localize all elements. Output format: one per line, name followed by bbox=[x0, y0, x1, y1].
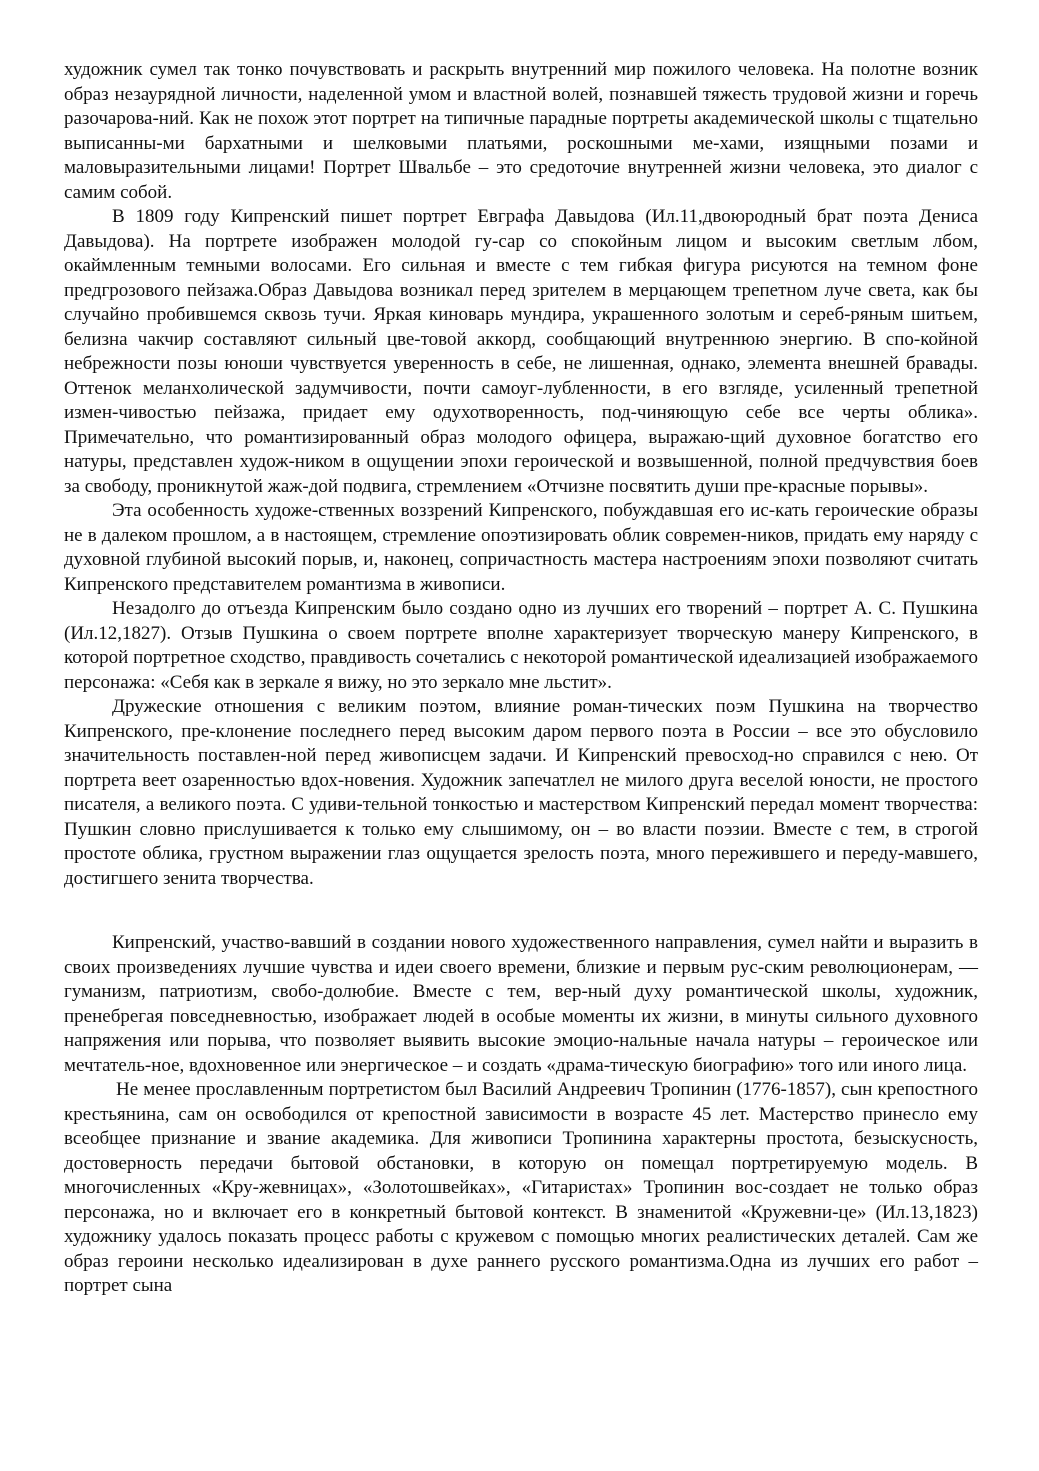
paragraph-3: Эта особенность художе-ственных воззрений Кипренского, побуждавшая его ис-кать героические образы не в далеком прошлом, а в настоящем, стремление опоэтизировать облик современ-ников, придать ему наряду с духовной глубиной высокий порыв, и, наконец, сопричастность мастера настроениям эпохи позволяют считать Кипренского представителем романтизма в живописи. bbox=[64, 500, 978, 595]
paragraph-6: Кипренский, участво-вавший в создании нового художественного направления, сумел найти и выразить в своих произведениях лучшие чувства и идеи своего времени, близкие и первым рус-ским революционерам, — гуманизм, патриотизм, свобо-долюбие. Вместе с тем, вер-ный духу романтической школы, художник, пренебрегая повседневностью, изображает людей в особые моменты их жизни, в минуты сильного духовного напряжения или порыва, что позволяет выявить высокие эмоцио-нальные начала натуры – героическое или мечтатель-ное, вдохновенное или энергическое – и создать «драма-тическую биографию» того или иного лица. bbox=[64, 932, 978, 1076]
paragraph-gap bbox=[64, 891, 978, 931]
paragraph-5: Дружеские отношения с великим поэтом, влияние роман-тических поэм Пушкина на творчество Кипренского, пре-клонение последнего перед высоким даром первого поэта в России – все это обусловило значительность поставлен-ной перед живописцем задачи. И Кипренский превосход-но справился с нею. От портрета веет озаренностью вдох-новения. Художник запечатлел не милого друга веселой юности, не простого писателя, а великого поэта. С удиви-тельной тонкостью и мастерством Кипренский передал момент творчества: Пушкин словно прислушивается к только ему слышимому, он – во власти поэзии. Вместе с тем, в строгой простоте облика, грустном выражении глаз ощущается зрелость поэта, много пережившего и переду-мавшего, достигшего зенита творчества. bbox=[64, 696, 978, 889]
document-page bbox=[64, 58, 978, 1299]
paragraph-7: Не менее прославленным портретистом был Василий Андреевич Тропинин (1776-1857), сын крепостного крестьянина, сам он освободился от крепостной зависимости в возрасте 45 лет. Мастерство принесло ему всеобщее признание и звание академика. Для живописи Тропинина характерны простота, безыскусность, достоверность передачи бытовой обстановки, в которую он помещал портретируемую модель. В многочисленных «Кру-жевницах», «Золотошвейках», «Гитаристах» Тропинин вос-создает не только образ персонажа, но и включает его в конкретный бытовой контекст. В знаменитой «Кружевни-це» (Ил.13,1823) художнику удалось показать процесс работы с кружевом с помощью многих реалистических деталей. Сам же образ героини несколько идеализирован в духе раннего русского романтизма.Одна из лучших его работ – портрет сына bbox=[64, 1079, 978, 1296]
paragraph-4: Незадолго до отъезда Кипренским было создано одно из лучших его творений – портрет А. С. Пушкина (Ил.12,1827). Отзыв Пушкина о своем портрете вполне характеризует творческую манеру Кипренского, в которой портретное сходство, правдивость сочетались с некоторой романтической идеализацией изображаемого персонажа: «Себя как в зеркале я вижу, но это зеркало мне льстит». bbox=[64, 598, 978, 693]
paragraph-1: художник сумел так тонко почувствовать и раскрыть внутренний мир пожилого человека. На полотне возник образ незаурядной личности, наделенной умом и властной волей, познавшей тяжесть трудовой жизни и горечь разочарова-ний. Как не похож этот портрет на типичные парадные портреты академической школы с тщательно выписанны-ми бархатными и шелковыми платьями, роскошными ме-хами, изящными позами и маловыразительными лицами! Портрет Швальбе – это средоточие внутренней жизни человека, это диалог с самим собой. bbox=[64, 59, 978, 203]
paragraph-2: В 1809 году Кипренский пишет портрет Евграфа Давыдова (Ил.11,двоюродный брат поэта Дениса Давыдова). На портрете изображен молодой гу-сар со спокойным лицом и высоким светлым лбом, окаймленным темными волосами. Его сильная и вместе с тем гибкая фигура рисуются на темном фоне предгрозового пейзажа.Образ Давыдова возникал перед зрителем в мерцающем трепетном луче света, как бы случайно пробившемся сквозь тучи. Яркая киноварь мундира, украшенного золотым и сереб-ряным шитьем, белизна чакчир составляют сильный цве-товой аккорд, сообщающий внутреннюю энергию. В спо-койной небрежности позы юноши чувствуется уверенность в себе, не лишенная, однако, элемента внешней бравады. Оттенок меланхолической задумчивости, почти самоуг-лубленности, в его взгляде, усиленный трепетной измен-чивостью пейзажа, придает ему одухотворенность, под-чиняющую себе все черты облика». Примечательно, что романтизированный образ молодого офицера, выражаю-щий духовное богатство его натуры, представлен худож-ником в ощущении эпохи героической и возвышенной, полной предчувствия боев за свободу, проникнутой жаж-дой подвига, стремлением «Отчизне посвятить души пре-красные порывы». bbox=[64, 206, 978, 497]
